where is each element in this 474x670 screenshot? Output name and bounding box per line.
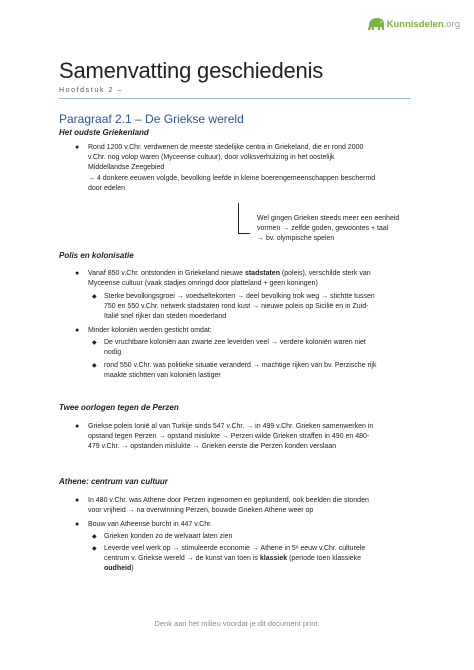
bullet-icon: ● xyxy=(75,327,80,334)
bullet-icon: ● xyxy=(75,144,80,151)
connector-line xyxy=(238,203,239,234)
list-item: Rond 1200 v.Chr. verdwenen de meeste stedelijke centra in Griekeland, die er rond 2000 v.Chr. nog volop waren (Myceense cultuur), door volksverhuizing in het oostelijk Middellandse Zeegebied → 4 donkere eeuwen volgde, bevolking leefde in kleine boerengemeenschappen beschermd door edelen xyxy=(88,144,376,192)
section-heading-polis: Polis en kolonisatie xyxy=(59,251,134,260)
elephant-logo-icon xyxy=(366,16,386,32)
list-item: Vanaf 850 v.Chr. ontstonden in Griekeland nieuwe stadstaten (poleis), verschilde sterk van Myceense cultuur (vaak stadjes omringd door platteland + geen koningen) xyxy=(88,270,371,288)
sub-list-item: rond 550 v.Chr. was politieke situatie veranderd → machtige rijken van bv. Perzische rijk maakte stichtten van koloniën lastiger xyxy=(104,362,377,380)
branch-note: Wel gingen Grieken steeds meer een eenheid vormen → zelfde goden, gewoontes + taal → bv. olympische spelen xyxy=(257,215,400,243)
section-heading-athene: Athene: centrum van cultuur xyxy=(59,477,168,486)
diamond-bullet-icon: ◆ xyxy=(92,534,97,540)
diamond-bullet-icon: ◆ xyxy=(92,363,97,369)
sub-list-item: Leverde veel werk op → stimuleerde economie → Athene in 5ᵉ eeuw v.Chr. culturele centrum v. Griekse wereld → de kunst van toen is klassiek (periode toen klassieke oudheid) xyxy=(104,545,366,573)
title-divider xyxy=(59,98,411,99)
list-item: Griekse poleis Ionië al van Turkije sinds 547 v.Chr. → in 499 v.Chr. Grieken samenwerken in opstand tegen Perzen → opstand mislukte → Perzen wilde Grieken straffen in 490 en 480- 479 v.Chr. → opstanden mislukte → Grieken eerste die Perzen konden verslaan xyxy=(88,423,374,451)
document-title: Samenvatting geschiedenis xyxy=(59,58,324,83)
site-logo[interactable] xyxy=(366,16,460,32)
bullet-icon: ● xyxy=(75,270,80,277)
sub-list-item: De vruchtbare koloniën aan zwarte zee leverden veel → verdere koloniën waren niet nodig xyxy=(104,339,366,357)
bullet-icon: ● xyxy=(75,423,80,430)
section-heading-perzen: Twee oorlogen tegen de Perzen xyxy=(59,403,179,412)
diamond-bullet-icon: ◆ xyxy=(92,294,97,300)
page-footer: Denk aan het milieu voordat je dit document print. xyxy=(154,619,320,628)
list-item: Bouw van Atheense burcht in 447 v.Chr. xyxy=(88,521,213,528)
sub-list-item: Grieken konden zo de welvaart laten zien xyxy=(104,533,233,540)
bullet-icon: ● xyxy=(75,521,80,528)
diamond-bullet-icon: ◆ xyxy=(92,546,97,552)
bullet-icon: ● xyxy=(75,497,80,504)
section-heading-oudste-griekenland: Het oudste Griekenland xyxy=(59,128,149,137)
list-item: Minder koloniën werden gesticht omdat: xyxy=(88,327,212,334)
logo-text: Kunnisdelen.org xyxy=(386,18,460,30)
paragraph-heading: Paragraaf 2.1 – De Griekse wereld xyxy=(59,112,244,126)
diamond-bullet-icon: ◆ xyxy=(92,340,97,346)
sub-list-item: Sterke bevolkingsgroei → voedseltekorten → deel bevolking trok weg → stichtte tussen 750 en 550 v.Chr. netwerk stadstaten rond kust → nieuwe poleis op Sicilië en in Zuid- Italië snel rijker dan steden moederland xyxy=(104,293,375,321)
list-item: In 480 v.Chr. was Athene door Perzen ingenomen en geplunderd, ook beelden die stonden voor vrijheid → na overwinning Perzen, bouwde Grieken Athene weer op xyxy=(88,497,369,515)
document-subtitle: Hoofdstuk 2 – xyxy=(59,87,123,94)
connector-line xyxy=(238,233,250,234)
